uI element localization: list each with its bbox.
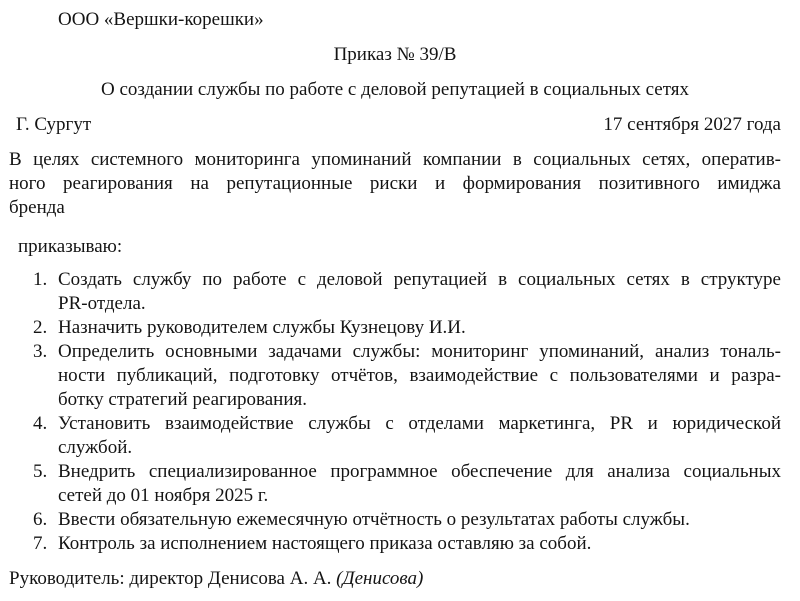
item-number: 4. — [33, 413, 48, 434]
item-text — [58, 532, 781, 556]
preamble-line: В целях системного мониторинга упоминаний компании в социальных сетях, оператив- — [9, 149, 781, 170]
item-number: 3. — [33, 341, 48, 362]
item-text-line: Контроль за исполнением настоящего приказа оставляю за собой. — [58, 533, 592, 554]
preamble-line: бренда — [9, 197, 65, 218]
order-number-title: Приказ № 39/В — [333, 44, 457, 65]
company-name: ООО «Вершки-корешки» — [58, 9, 264, 30]
item-text — [58, 460, 781, 508]
item-text-line: Ввести обязательную ежемесячную отчётность о результатах работы службы. — [58, 509, 690, 530]
item-text-line: ботку стратегий реагирования. — [58, 389, 307, 410]
order-item — [9, 316, 781, 340]
signature-role-name: Руководитель: директор Денисова А. А. — [9, 568, 332, 589]
order-item — [9, 460, 781, 508]
order-item — [9, 532, 781, 556]
signature-line — [9, 567, 781, 591]
item-number: 6. — [33, 509, 48, 530]
item-text — [58, 316, 781, 340]
item-text-line: Назначить руководителем службы Кузнецову И.И. — [58, 317, 466, 338]
preamble-line: ного реагирования на репутационные риски и формирования позитивного имиджа — [9, 173, 781, 194]
item-text — [58, 268, 781, 316]
order-item — [9, 340, 781, 412]
item-number: 2. — [33, 317, 48, 338]
item-text-line: Создать службу по работе с деловой репутацией в социальных сетях в структуре — [58, 269, 781, 290]
item-text-line: службой. — [58, 437, 133, 458]
item-text-line: сетей до 01 ноября 2025 г. — [58, 485, 269, 506]
city-name: Г. Сургут — [16, 114, 92, 135]
item-text-line: ности публикаций, подготовку отчётов, взаимодействие с пользователями и разра- — [58, 365, 781, 386]
city-date-row — [9, 113, 781, 137]
order-date: 17 сентября 2027 года — [603, 114, 781, 135]
order-subject: О создании службы по работе с деловой репутацией в социальных сетях — [101, 79, 689, 100]
directive-word: приказываю: — [18, 236, 123, 257]
item-text — [58, 340, 781, 412]
item-number: 1. — [33, 269, 48, 290]
item-text — [58, 412, 781, 460]
order-item — [9, 268, 781, 316]
item-text — [58, 508, 781, 532]
order-list — [9, 268, 781, 556]
item-text-line: Определить основными задачами службы: мониторинг упоминаний, анализ тональ- — [58, 341, 781, 362]
item-number: 7. — [33, 533, 48, 554]
signature-transcript: (Денисова) — [336, 568, 424, 589]
order-item — [9, 412, 781, 460]
item-number: 5. — [33, 461, 48, 482]
item-text-line: Внедрить специализированное программное обеспечение для анализа социальных — [58, 461, 781, 482]
preamble-paragraph — [9, 148, 781, 220]
order-item — [9, 508, 781, 532]
item-text-line: PR-отдела. — [58, 293, 146, 314]
item-text-line: Установить взаимодействие службы с отделами маркетинга, PR и юридической — [58, 413, 781, 434]
